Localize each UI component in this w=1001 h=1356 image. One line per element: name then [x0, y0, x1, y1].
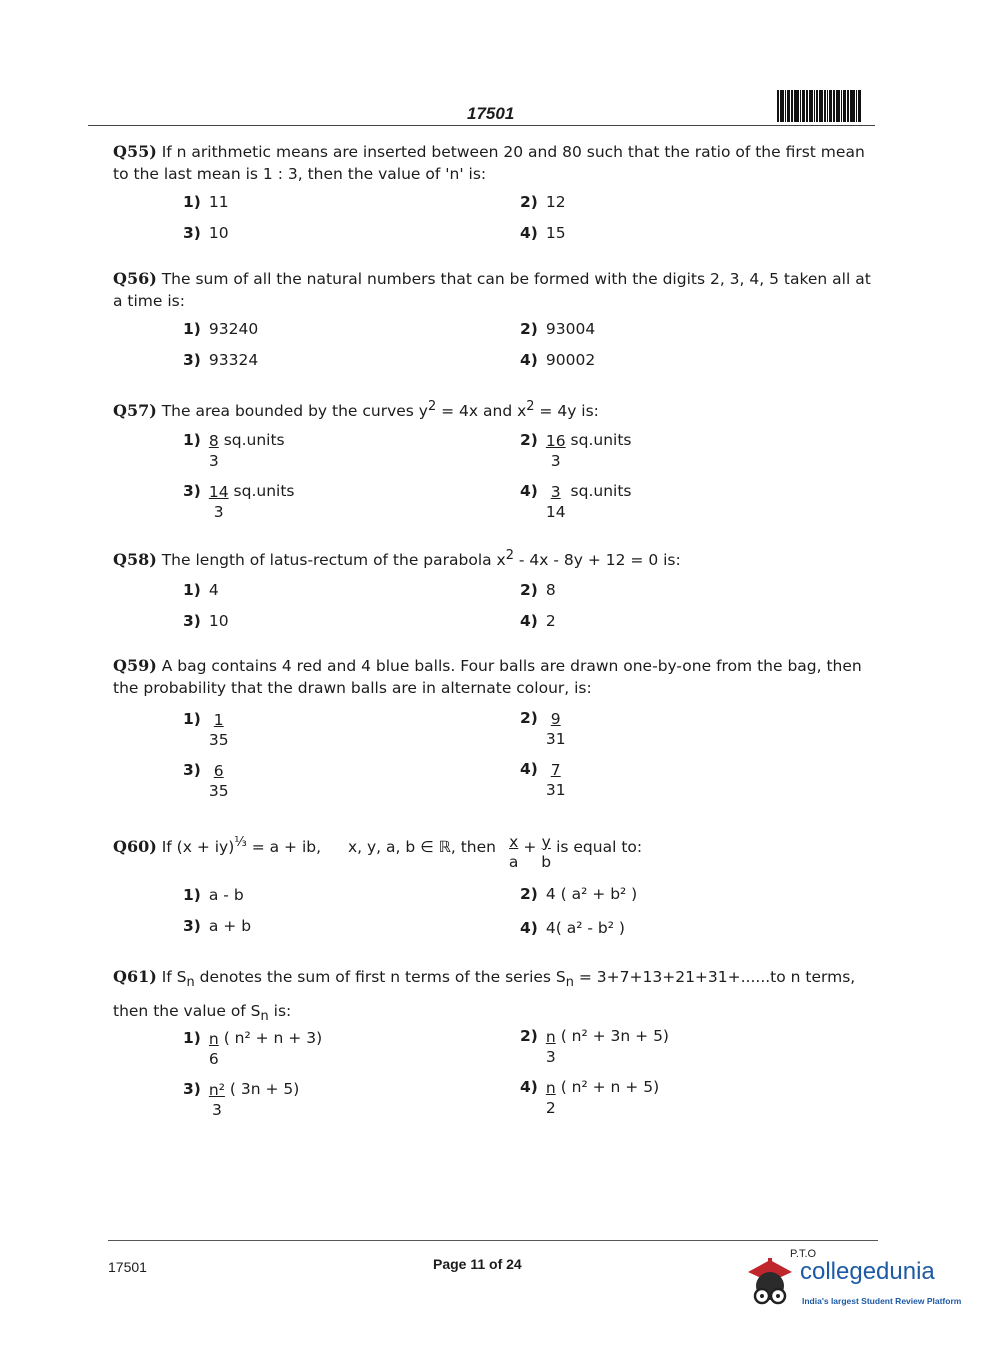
question-55: [113, 141, 873, 185]
pto-label: P.T.O: [790, 1248, 817, 1260]
question-56: [113, 268, 873, 312]
option: 1) 93240: [183, 320, 259, 338]
option: $2) \frac{16}{3}$ sq.units: [520, 431, 632, 470]
option: 4) 2: [520, 612, 556, 630]
question-number: Q61): [113, 967, 157, 986]
option: 2) 93004: [520, 320, 596, 338]
question-text: The sum of all the natural numbers that can be formed with the digits 2, 3, 4, 5 taken all at a time is:: [113, 270, 871, 310]
option: 3) 10: [183, 612, 229, 630]
option: $3) \frac{14}{3}$ sq.units: [183, 482, 295, 521]
header-rule: [88, 125, 875, 126]
option: 4) 90002: [520, 351, 596, 369]
brand-name: collegedunia: [800, 1258, 935, 1285]
brand-logo: [742, 1248, 972, 1314]
option: $4) \frac{n}{2}$ ( n² + n + 5): [520, 1078, 660, 1117]
question-text: A bag contains 4 red and 4 blue balls. Four balls are drawn one-by-one from the bag, then the probability that the drawn balls are in alternate colour, is:: [113, 657, 862, 697]
option: 2) 8: [520, 581, 556, 599]
page-number: Page 11 of 24: [433, 1256, 522, 1272]
option: $2) \frac{9}{31}$: [520, 709, 566, 748]
barcode: [777, 90, 875, 122]
question-number: Q59): [113, 656, 157, 675]
header-code: 17501: [467, 104, 515, 123]
option: $1) \frac{n}{6}$ ( n² + n + 3): [183, 1029, 323, 1068]
question-number: Q56): [113, 269, 157, 288]
option: 3) 93324: [183, 351, 259, 369]
option: 1) 4: [183, 581, 219, 599]
option: 2) 4 ( a² + b² ): [520, 885, 638, 903]
footer-code: 17501: [108, 1259, 147, 1275]
question-number: Q58): [113, 550, 157, 570]
question-57: Q57) The area bounded by the curves $y^2 = 4x$ and $x^2 = 4y$ is:: [113, 399, 599, 421]
option: $4) \frac{3}{14}$ sq.units: [520, 482, 632, 521]
option: 1) a - b: [183, 886, 244, 904]
question-text: If n arithmetic means are inserted between 20 and 80 such that the ratio of the first mean to the last mean is 1 : 3, then the value of 'n' is:: [113, 143, 865, 183]
option: $1) \frac{1}{35}$: [183, 710, 229, 749]
question-59: [113, 655, 873, 699]
option: $3) \frac{\text{n²}}{3}$ ( 3n + 5): [183, 1080, 300, 1119]
option: 4) 4( a² - b² ): [520, 919, 625, 937]
mascot-icon: [742, 1252, 798, 1312]
question-number: Q60): [113, 837, 157, 857]
option: 1) 11: [183, 193, 229, 211]
option: $1) \frac{8}{3}$ sq.units: [183, 431, 285, 470]
option: 2) 12: [520, 193, 566, 211]
question-number: Q55): [113, 142, 157, 161]
question-number: Q57): [113, 401, 157, 421]
option: $4) \frac{7}{31}$: [520, 760, 566, 799]
option: $2) \frac{n}{3}$ ( n² + 3n + 5): [520, 1027, 669, 1066]
footer-rule: [108, 1240, 878, 1241]
question-58: Q58) The length of latus-rectum of the parabola $x^2 - 4x - 8y + 12 = 0$ is:: [113, 548, 681, 570]
brand-tagline: India's largest Student Review Platform: [802, 1296, 962, 1306]
option: 3) 10: [183, 224, 229, 242]
question-60: Q60) If (x + iy)$^{\frac{1}{3}}$ = a + ib, x, y, a, b ∈ ℝ, then $\frac{x}{a}$ + $\frac{y}{b}$ is equal to:: [113, 833, 643, 871]
option: $3) \frac{6}{35}$: [183, 761, 229, 800]
option: 4) 15: [520, 224, 566, 242]
question-61: Q61) If $S_n$ denotes the sum of first n terms of the series $S_n = 3+7+13+21+31+......to$ n terms, then the value of $S_n$ is:: [113, 967, 856, 1025]
option: 3) a + b: [183, 917, 252, 935]
